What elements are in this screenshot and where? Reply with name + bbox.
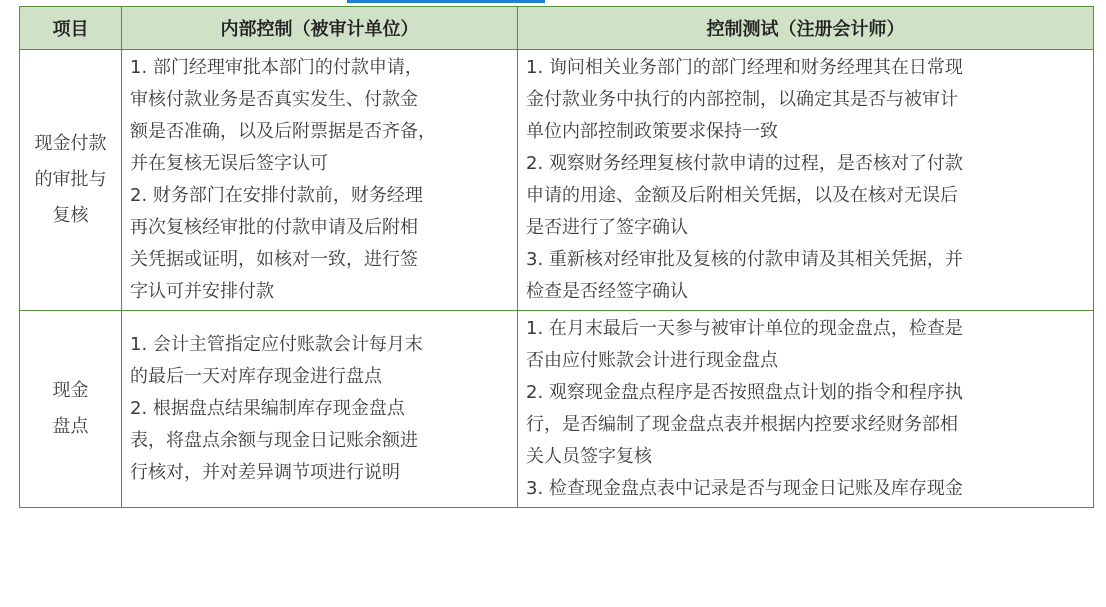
text-line: 检查是否经签字确认	[526, 281, 688, 302]
text-line: 1. 部门经理审批本部门的付款申请，	[130, 57, 423, 78]
text-line: 3. 重新核对经审批及复核的付款申请及其相关凭据，并	[526, 249, 963, 270]
item-label-line: 现金付款	[34, 133, 107, 154]
header-control-test: 控制测试（注册会计师）	[518, 7, 1094, 50]
text-line: 金付款业务中执行的内部控制，以确定其是否与被审计	[526, 89, 958, 110]
text-line: 是否进行了签字确认	[526, 217, 688, 238]
text-line: 申请的用途、金额及后附相关凭据，以及在核对无误后	[526, 185, 958, 206]
control-test-cell	[518, 50, 1094, 311]
control-test-cell	[518, 311, 1094, 508]
internal-control-cell	[122, 311, 518, 508]
text-line: 关人员签字复核	[526, 446, 652, 467]
table-row	[20, 50, 1094, 311]
item-label-line: 盘点	[52, 416, 89, 437]
table-row	[20, 311, 1094, 508]
text-line: 字认可并安排付款	[130, 281, 274, 302]
text-line: 2. 根据盘点结果编制库存现金盘点	[130, 398, 405, 419]
item-label-line: 的审批与	[34, 169, 107, 190]
text-line: 额是否准确，以及后附票据是否齐备，	[130, 121, 436, 142]
text-line: 单位内部控制政策要求保持一致	[526, 121, 778, 142]
text-line: 表，将盘点余额与现金日记账余额进	[130, 430, 418, 451]
header-internal-control: 内部控制（被审计单位）	[122, 7, 518, 50]
text-line: 并在复核无误后签字认可	[130, 153, 328, 174]
text-line: 1. 在月末最后一天参与被审计单位的现金盘点，检查是	[526, 318, 963, 339]
text-line: 1. 会计主管指定应付账款会计每月末	[130, 334, 423, 355]
item-label-line: 复核	[52, 205, 89, 226]
header-item: 项目	[20, 7, 122, 50]
text-line: 2. 财务部门在安排付款前，财务经理	[130, 185, 423, 206]
text-line: 2. 观察财务经理复核付款申请的过程，是否核对了付款	[526, 153, 963, 174]
top-accent-line	[347, 0, 545, 3]
internal-control-cell	[122, 50, 518, 311]
control-table	[19, 6, 1094, 508]
text-line: 再次复核经审批的付款申请及后附相	[130, 217, 418, 238]
text-line: 2. 观察现金盘点程序是否按照盘点计划的指令和程序执	[526, 382, 963, 403]
text-line: 行核对，并对差异调节项进行说明	[130, 462, 400, 483]
item-cell	[20, 311, 122, 508]
text-line: 否由应付账款会计进行现金盘点	[526, 350, 778, 371]
text-line: 3. 检查现金盘点表中记录是否与现金日记账及库存现金	[526, 478, 963, 499]
table-header-row	[20, 7, 1094, 50]
text-line: 关凭据或证明，如核对一致，进行签	[130, 249, 418, 270]
text-line: 行，是否编制了现金盘点表并根据内控要求经财务部相	[526, 414, 958, 435]
item-cell	[20, 50, 122, 311]
text-line: 审核付款业务是否真实发生、付款金	[130, 89, 418, 110]
item-label-line: 现金	[52, 380, 89, 401]
text-line: 1. 询问相关业务部门的部门经理和财务经理其在日常现	[526, 57, 963, 78]
text-line: 的最后一天对库存现金进行盘点	[130, 366, 382, 387]
